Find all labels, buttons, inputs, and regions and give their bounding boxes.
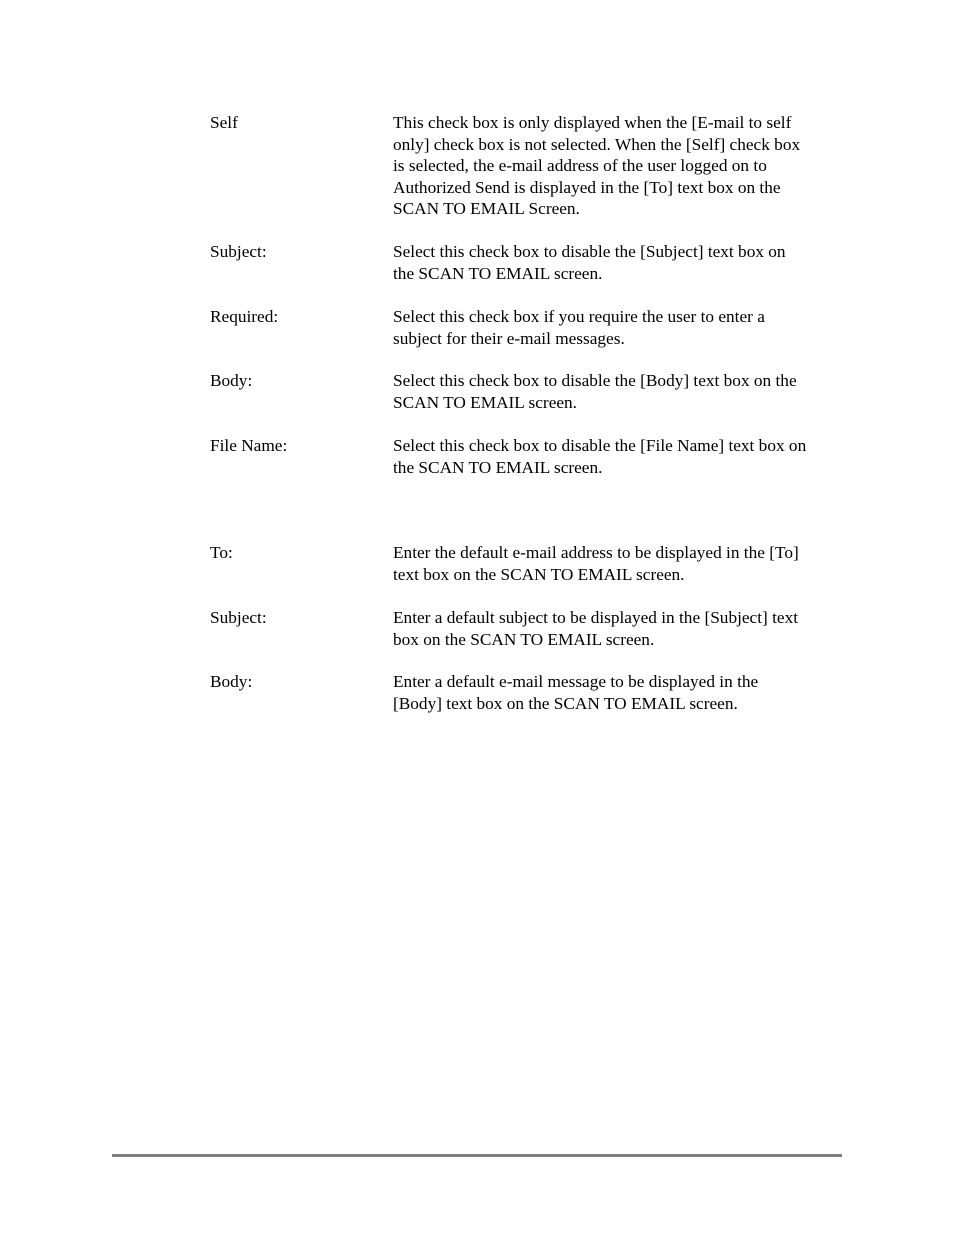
- description-line: Enter a default subject to be displayed in the [Subject] text: [393, 608, 799, 627]
- description-line: text box on the SCAN TO EMAIL screen.: [393, 564, 685, 584]
- term-description: [393, 112, 845, 220]
- term-description: [393, 370, 845, 413]
- term-label: File Name:: [210, 436, 288, 455]
- description-line: the SCAN TO EMAIL screen.: [393, 263, 603, 283]
- description-line: only] check box is not selected. When the [Self] check box: [393, 134, 801, 154]
- description-line: the SCAN TO EMAIL screen.: [393, 457, 603, 477]
- term-label: Subject:: [210, 242, 267, 261]
- description-line: Select this check box to disable the [Body] text box on the: [393, 371, 797, 390]
- footer-divider: [112, 1154, 842, 1157]
- term-label: Subject:: [210, 608, 267, 627]
- description-line: box on the SCAN TO EMAIL screen.: [393, 629, 655, 649]
- description-line: Authorized Send is displayed in the [To] text box on the: [393, 177, 781, 197]
- term-label: Self: [210, 113, 238, 132]
- term-description: [393, 435, 845, 478]
- description-line: Select this check box to disable the [Subject] text box on: [393, 242, 786, 261]
- term-description: [393, 671, 845, 714]
- term-label: Required:: [210, 307, 279, 326]
- description-line: Select this check box to disable the [File Name] text box on: [393, 436, 807, 455]
- term-description: [393, 241, 845, 284]
- term-description: [393, 542, 845, 585]
- term-description: [393, 607, 845, 650]
- term-label: Body:: [210, 371, 253, 390]
- description-line: [Body] text box on the SCAN TO EMAIL screen.: [393, 693, 738, 713]
- description-line: SCAN TO EMAIL screen.: [393, 392, 577, 412]
- description-line: Enter the default e-mail address to be displayed in the [To]: [393, 543, 799, 562]
- description-line: Select this check box if you require the user to enter a: [393, 307, 765, 326]
- description-line: is selected, the e-mail address of the user logged on to: [393, 156, 767, 176]
- term-label: To:: [210, 543, 233, 562]
- description-line: This check box is only displayed when the [E-mail to self: [393, 113, 792, 132]
- term-description: [393, 306, 845, 349]
- description-line: subject for their e-mail messages.: [393, 328, 625, 348]
- term-label: Body:: [210, 672, 253, 691]
- description-line: Enter a default e-mail message to be displayed in the: [393, 672, 759, 691]
- description-line: SCAN TO EMAIL Screen.: [393, 199, 580, 219]
